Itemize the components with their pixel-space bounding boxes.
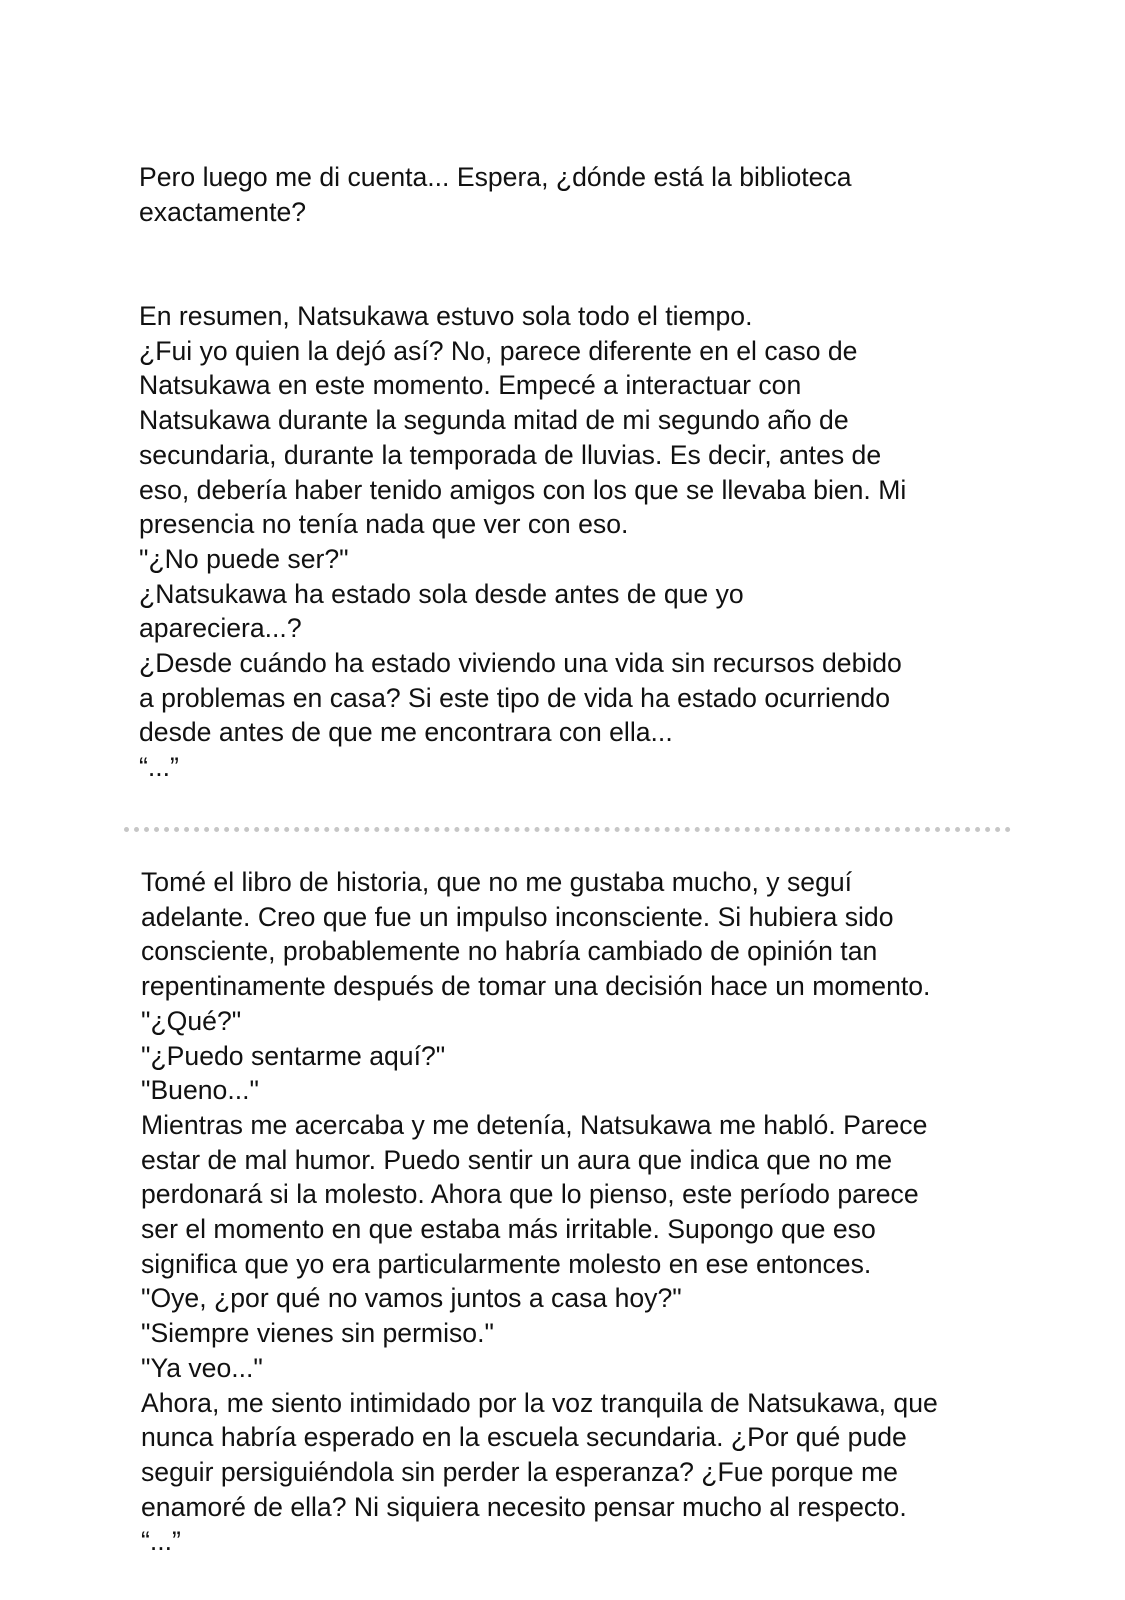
paragraph: ¿Fui yo quien la dejó así? No, parece diferente en el caso de Natsukawa en este momento. Empecé a interactuar con Natsukawa durante la segunda mitad de mi segundo año de secundaria, durante la temporada de lluvias. Es decir, antes de eso, debería haber tenido amigos con los que se llevaba bien. Mi presencia no tenía nada que ver con eso.: [139, 335, 907, 540]
dialogue-line: "Oye, ¿por qué no vamos juntos a casa hoy?": [141, 1283, 682, 1314]
dialogue-line: "¿Qué?": [141, 1005, 242, 1036]
dialogue-line: “...”: [141, 1526, 181, 1557]
dialogue-line: "Siempre vienes sin permiso.": [141, 1318, 494, 1349]
dialogue-line: "¿No puede ser?": [139, 543, 349, 574]
dialogue-line: "Ya veo...": [141, 1352, 263, 1383]
dialogue-line: "¿Puedo sentarme aquí?": [141, 1040, 446, 1071]
section-separator: [124, 827, 1011, 832]
paragraph: En resumen, Natsukawa estuvo sola todo el tiempo.: [139, 301, 753, 331]
text-block-scene: [141, 865, 1041, 1559]
paragraph: Tomé el libro de historia, que no me gustaba mucho, y seguí adelante. Creo que fue un impulso inconsciente. Si hubiera sido consciente, probablemente no habría cambiado de opinión tan repentinamente después de tomar una decisión hace un momento.: [141, 867, 931, 1002]
text-block-intro: [139, 160, 959, 229]
dialogue-line: "Bueno...": [141, 1075, 259, 1106]
paragraph: Ahora, me siento intimidado por la voz tranquila de Natsukawa, que nunca habría esperado en la escuela secundaria. ¿Por qué pude seguir persiguiéndola sin perder la esperanza? ¿Fue porque me enamoré de ella? Ni siquiera necesito pensar mucho al respecto.: [141, 1387, 938, 1522]
text-block-reflection: [139, 299, 1009, 785]
paragraph: ¿Natsukawa ha estado sola desde antes de que yo apareciera...?: [139, 578, 744, 644]
dialogue-line: “...”: [139, 752, 179, 783]
paragraph: Pero luego me di cuenta... Espera, ¿dónde está la biblioteca exactamente?: [139, 162, 852, 227]
paragraph: Mientras me acercaba y me detenía, Natsukawa me habló. Parece estar de mal humor. Puedo sentir un aura que indica que no me perdonará si la molesto. Ahora que lo pienso, este período parece ser el momento en que estaba más irritable. Supongo que eso significa que yo era particularmente molesto en ese entonces.: [141, 1109, 928, 1279]
paragraph: ¿Desde cuándo ha estado viviendo una vida sin recursos debido a problemas en casa? Si este tipo de vida ha estado ocurriendo desde antes de que me encontrara con ella...: [139, 648, 902, 748]
